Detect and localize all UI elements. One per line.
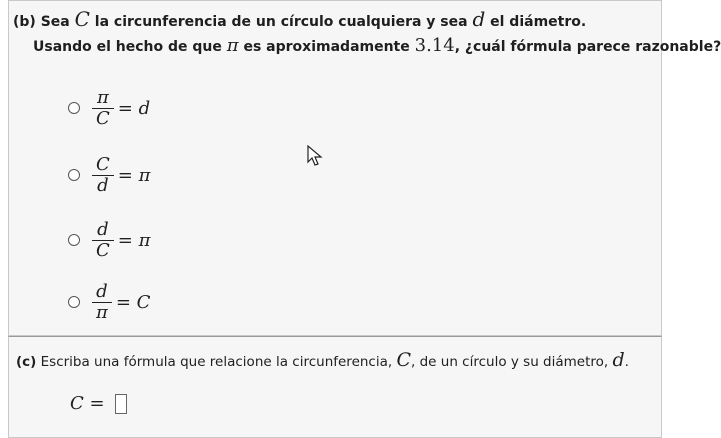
option-pi-over-c[interactable]	[68, 78, 150, 138]
mouse-cursor-icon	[307, 145, 325, 167]
fraction	[92, 220, 114, 261]
prompt-text: el diámetro.	[490, 14, 587, 30]
radio-button[interactable]	[68, 169, 80, 181]
numerator: d	[97, 218, 109, 240]
right-hand-side: = π	[117, 229, 151, 251]
part-c-label: (c)	[16, 354, 37, 370]
answer-row	[70, 393, 127, 414]
right-hand-side: = π	[117, 164, 151, 186]
variable-d: d	[472, 7, 486, 31]
question-text: Usando el hecho de que	[33, 39, 222, 55]
part-c-prompt	[16, 349, 629, 371]
part-b-label: (b)	[13, 14, 36, 30]
pi-symbol: π	[226, 35, 239, 56]
right-hand-side: = d	[117, 97, 151, 119]
pi-value: 3.14	[414, 35, 455, 56]
numerator: π	[96, 86, 109, 108]
option-d-over-pi[interactable]	[68, 272, 150, 332]
denominator: d	[97, 174, 109, 196]
radio-button[interactable]	[68, 234, 80, 246]
part-b-prompt	[13, 7, 586, 31]
numerator: C	[96, 153, 110, 175]
denominator: C	[96, 107, 110, 129]
prompt-text: Escriba una fórmula que relacione la circunferencia,	[40, 354, 393, 370]
right-hand-side: = C	[115, 291, 151, 313]
variable-c: C	[74, 7, 90, 31]
variable-c: C	[396, 349, 412, 371]
radio-button[interactable]	[68, 296, 80, 308]
fraction	[92, 155, 114, 196]
question-text: es aproximadamente	[243, 39, 410, 55]
variable-d: d	[612, 349, 625, 371]
question-text: , ¿cuál fórmula parece razonable?	[454, 39, 721, 55]
denominator: C	[96, 239, 110, 261]
answer-input[interactable]	[115, 394, 127, 414]
prompt-text: Sea	[40, 14, 70, 30]
prompt-text: .	[624, 354, 629, 370]
option-c-over-d[interactable]	[68, 145, 150, 205]
fraction	[92, 88, 114, 129]
answer-lhs: C =	[70, 393, 105, 414]
denominator: π	[96, 301, 108, 323]
numerator: d	[96, 280, 108, 302]
part-b-question	[33, 35, 721, 56]
radio-button[interactable]	[68, 102, 80, 114]
prompt-text: la circunferencia de un círculo cualquiera y sea	[94, 14, 468, 30]
fraction	[92, 282, 112, 323]
prompt-text: , de un círculo y su diámetro,	[411, 354, 609, 370]
option-d-over-c[interactable]	[68, 210, 150, 270]
